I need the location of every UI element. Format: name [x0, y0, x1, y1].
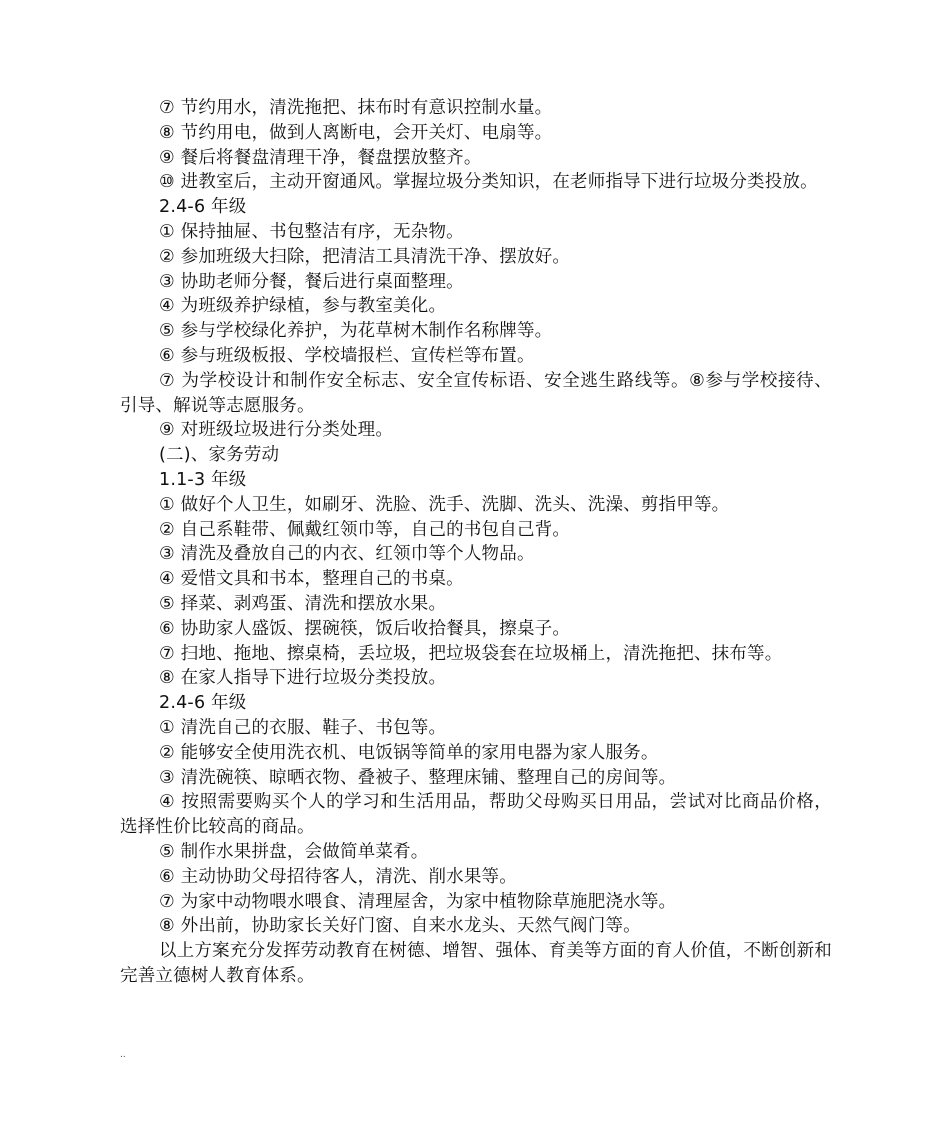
text-line: ⑧ 节约用电，做到人离断电，会开关灯、电扇等。 — [159, 122, 553, 143]
text-line: ④ 爱惜文具和书本，整理自己的书桌。 — [159, 569, 464, 590]
document-body — [120, 96, 832, 989]
section-heading: 2.4-6 年级 — [159, 197, 247, 218]
text-paragraph: ④ 按照需要购买个人的学习和生活用品，帮助父母购买日用品，尝试对比商品价格，选择性价比较高的商品。 — [120, 792, 832, 838]
text-line: ⑤ 制作水果拼盘，会做简单菜肴。 — [159, 841, 429, 862]
section-heading: 1.1-3 年级 — [159, 469, 247, 490]
text-line: ⑧ 外出前，协助家长关好门窗、自来水龙头、天然气阀门等。 — [159, 916, 641, 937]
text-line: ⑦ 为家中动物喂水喂食、清理屋舍，为家中植物除草施肥浇水等。 — [159, 891, 677, 912]
text-line: ① 保持抽屉、书包整洁有序，无杂物。 — [159, 221, 464, 242]
text-line: ③ 清洗及叠放自己的内衣、红领巾等个人物品。 — [159, 544, 535, 565]
text-line: ② 自己系鞋带、佩戴红领巾等，自己的书包自己背。 — [159, 519, 571, 540]
section-heading: 2.4-6 年级 — [159, 693, 247, 714]
text-line: ⑤ 参与学校绿化养护，为花草树木制作名称牌等。 — [159, 321, 553, 342]
text-line: ⑦ 扫地、拖地、擦桌椅，丢垃圾，把垃圾袋套在垃圾桶上，清洗拖把、抹布等。 — [159, 643, 783, 664]
text-paragraph: ⑦ 为学校设计和制作安全标志、安全宣传标语、安全逃生路线等。⑧参与学校接待、引导、解说等志愿服务。 — [120, 370, 832, 416]
text-paragraph: ⑩ 进教室后，主动开窗通风。掌握垃圾分类知识，在老师指导下进行垃圾分类投放。 — [159, 172, 818, 193]
text-line: ③ 清洗碗筷、晾晒衣物、叠被子、整理床铺、整理自己的房间等。 — [159, 767, 677, 788]
text-line: ② 能够安全使用洗衣机、电饭锅等简单的家用电器为家人服务。 — [159, 742, 659, 763]
text-line: ① 做好个人卫生，如刷牙、洗脸、洗手、洗脚、洗头、洗澡、剪指甲等。 — [159, 494, 730, 515]
closing-paragraph: 以上方案充分发挥劳动教育在树德、增智、强体、育美等方面的育人价值，不断创新和完善立德树人教育体系。 — [120, 941, 832, 986]
footer-mark: .. — [120, 1050, 126, 1060]
text-line: ⑤ 择菜、剥鸡蛋、清洗和摆放水果。 — [159, 593, 447, 614]
text-line: ① 清洗自己的衣服、鞋子、书包等。 — [159, 717, 447, 738]
text-line: ⑧ 在家人指导下进行垃圾分类投放。 — [159, 668, 447, 689]
text-line: ⑥ 主动协助父母招待客人，清洗、削水果等。 — [159, 866, 517, 887]
section-heading: (二)、家务劳动 — [159, 445, 280, 466]
text-line: ⑦ 节约用水，清洗拖把、抹布时有意识控制水量。 — [159, 98, 553, 118]
text-line: ② 参加班级大扫除，把清洁工具清洗干净、摆放好。 — [159, 246, 571, 267]
text-line: ⑥ 协助家人盛饭、摆碗筷，饭后收拾餐具，擦桌子。 — [159, 618, 571, 639]
text-line: ④ 为班级养护绿植，参与教室美化。 — [159, 296, 447, 317]
text-line: ⑨ 餐后将餐盘清理干净，餐盘摆放整齐。 — [159, 147, 482, 168]
text-line: ⑨ 对班级垃圾进行分类处理。 — [159, 420, 394, 441]
text-line: ③ 协助老师分餐，餐后进行桌面整理。 — [159, 271, 464, 292]
text-line: ⑥ 参与班级板报、学校墙报栏、宣传栏等布置。 — [159, 345, 535, 366]
